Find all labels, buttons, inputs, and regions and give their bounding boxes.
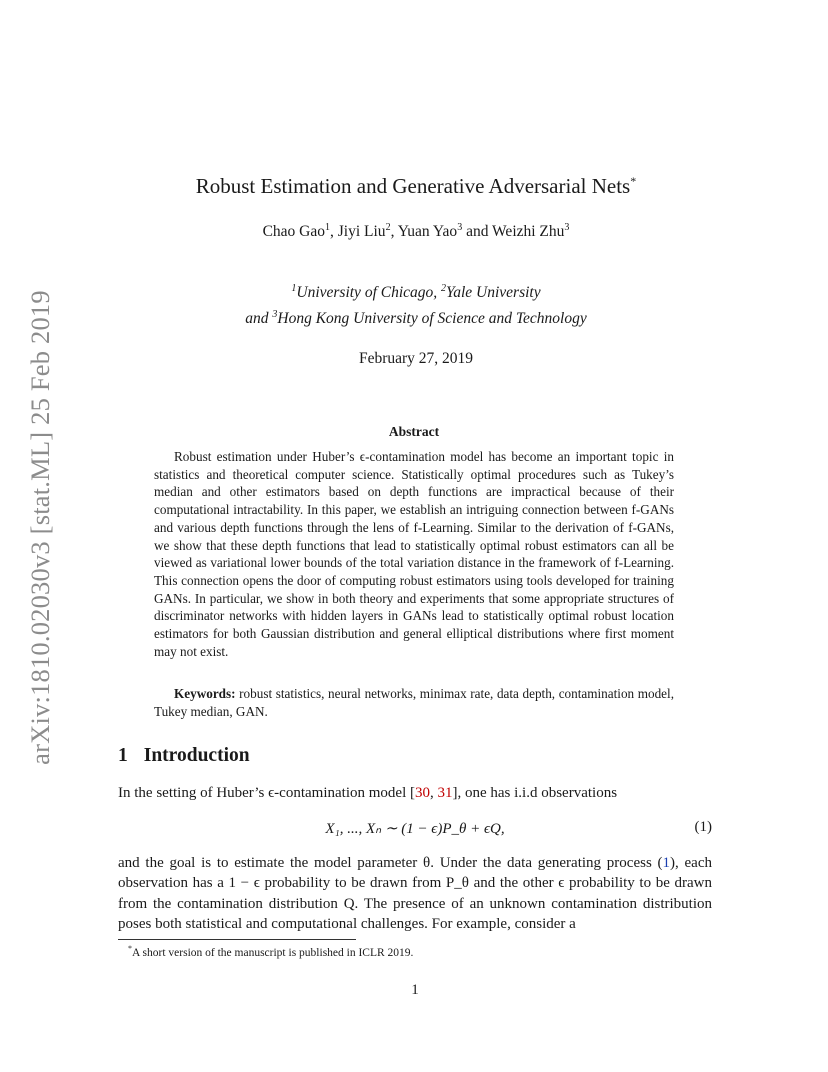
page-number: 1 <box>411 982 419 998</box>
equation-number: (1) <box>694 819 712 835</box>
keywords-text: robust statistics, neural networks, minimax rate, data depth, contamination model, Tukey median, GAN. <box>154 686 674 719</box>
author-name: Weizhi Zhu <box>492 223 565 241</box>
title-text: Robust Estimation and Generative Adversarial Nets <box>195 174 631 198</box>
citation-separator: , <box>429 785 438 801</box>
citation-link[interactable]: 30 <box>414 785 430 801</box>
author-affil-mark: 2 <box>385 222 391 233</box>
author-separator: , <box>330 223 338 241</box>
author-name: Jiyi Liu <box>337 223 386 241</box>
affil-and: and <box>245 310 273 328</box>
abstract-body: Robust estimation under Huber’s ϵ-contamination model has become an important topic in statistics and theoretical computer science. Statistically optimal procedures such as Tukey’s median and other estimators based on depth functions are impractical because of their computational intractability. In this paper, we establish an intriguing connection between f-GANs and various depth functions through the lens of f-Learning. Similar to the derivation of f-GANs, we show that these depth functions that lead to statistically optimal robust estimators can all be viewed as variational lower bounds of the total variation distance in the framework of f-Learning. This connection opens the door of computing robust estimators using tools developed for training GANs. In particular, we show in both theory and experiments that some appropriate structures of discriminator networks with hidden layers in GANs lead to statistically optimal robust location estimators for both Gaussian distribution and general elliptical distributions where first moment may not exist. <box>154 449 674 659</box>
keywords-label: Keywords: <box>174 686 236 701</box>
intro-paragraph-2 <box>118 853 712 934</box>
arxiv-identifier: arXiv:1810.02030v3 [stat.ML] 25 Feb 2019 <box>24 289 55 765</box>
paper-date: February 27, 2019 <box>358 350 474 367</box>
section-title: Introduction <box>143 745 250 766</box>
keywords <box>154 685 674 720</box>
affil-mark: 1 <box>291 283 297 294</box>
author-affil-mark: 1 <box>325 222 331 233</box>
author-name: Yuan Yao <box>397 223 458 241</box>
affil-text: University of Chicago, <box>296 284 442 302</box>
author-name: Chao Gao <box>262 223 326 241</box>
affil-text: Yale University <box>446 284 541 302</box>
affil-mark: 3 <box>272 309 278 321</box>
citation-link[interactable]: 31 <box>437 785 453 801</box>
author-separator: , <box>390 223 398 241</box>
affiliation-line-2 <box>118 304 714 330</box>
affiliation-line-1 <box>118 278 714 304</box>
intro-text: ), each observation has a 1 − ϵ probability to be drawn from P_θ and the other ϵ probability to be drawn from the contamination distribution Q. The presence of an unknown contamination distribution poses both statistical and computational challenges. For example, consider a <box>118 855 713 932</box>
footnote-rule <box>118 939 356 940</box>
section-number: 1 <box>118 745 128 766</box>
affil-text: Hong Kong University of Science and Technology <box>277 310 587 328</box>
footnote <box>128 944 413 959</box>
section-heading <box>118 745 250 767</box>
intro-text: In the setting of Huber’s ϵ-contamination model [ <box>118 785 415 801</box>
intro-paragraph-1 <box>118 785 712 802</box>
author-and: and <box>462 223 493 241</box>
footnote-text: A short version of the manuscript is published in ICLR 2019. <box>132 946 414 959</box>
paper-title <box>118 174 714 199</box>
intro-text: ], one has i.i.d observations <box>452 785 618 801</box>
affiliations <box>118 278 714 330</box>
author-list <box>118 222 714 241</box>
arxiv-side-stamp <box>18 282 62 772</box>
affil-mark: 2 <box>441 283 447 294</box>
equation-1 <box>118 819 712 841</box>
abstract-heading: Abstract <box>388 424 440 439</box>
equation-reference-link[interactable]: 1 <box>662 855 671 871</box>
title-footnote-mark: * <box>630 174 637 188</box>
author-affil-mark: 3 <box>457 222 463 233</box>
intro-text: and the goal is to estimate the model parameter θ. Under the data generating process ( <box>118 855 663 871</box>
equation-expression: X₁, ..., Xₙ ∼ (1 − ϵ)P_θ + ϵQ, <box>325 821 505 837</box>
footnote-mark: * <box>128 944 132 953</box>
author-affil-mark: 3 <box>564 222 570 233</box>
